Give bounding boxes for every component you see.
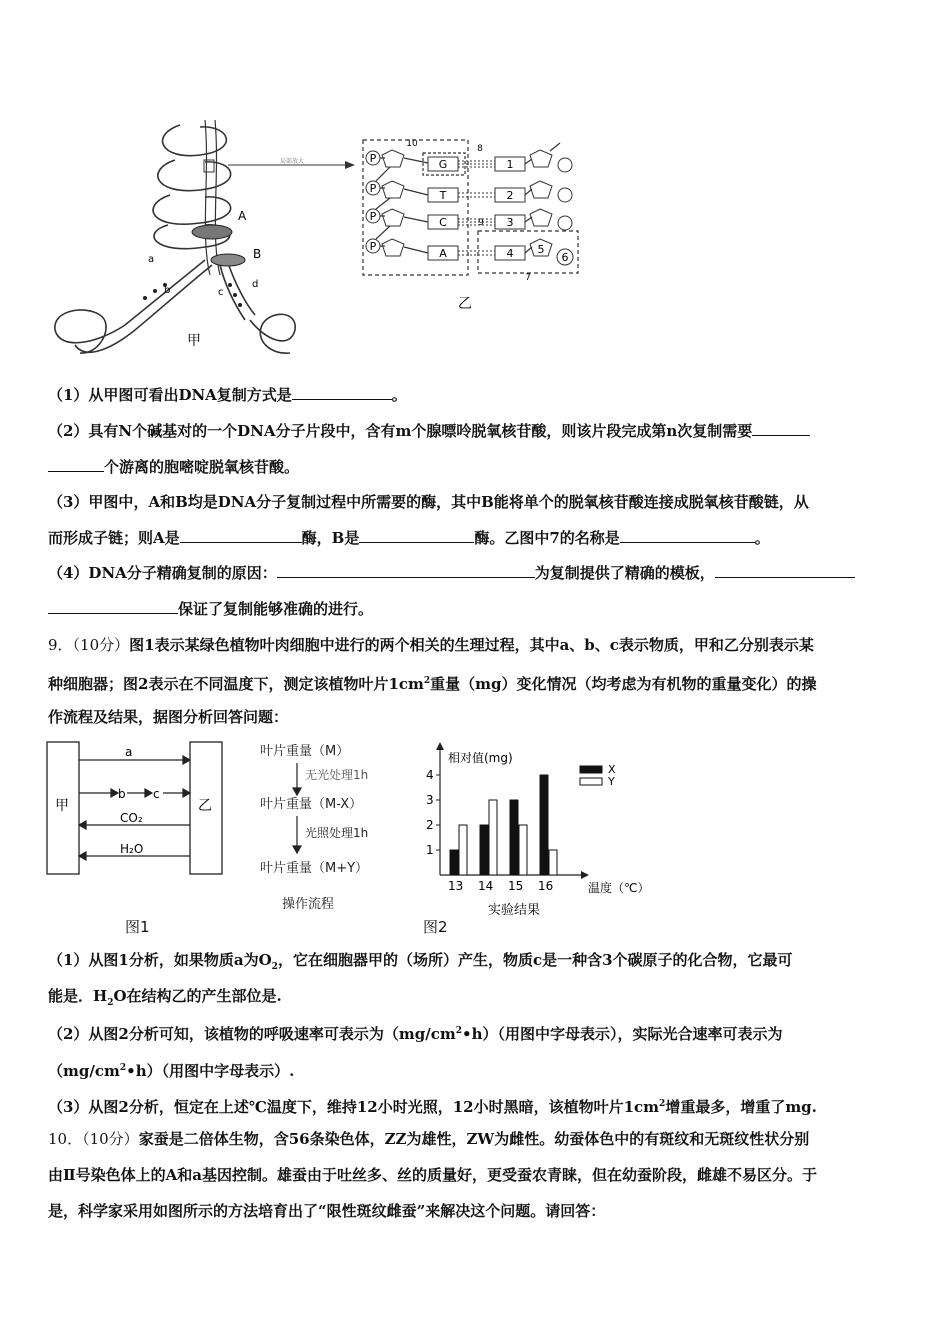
y-tick-label-3: 3 xyxy=(426,793,434,807)
base-t: T xyxy=(439,189,447,202)
q9-stem-line2: 种细胞器；图2表示在不同温度下，测定该植物叶片$1cm^2$重量（mg）变化情况（均考虑为有机物的重量变化）的操 xyxy=(48,675,817,693)
phosphate-1: P xyxy=(369,152,377,165)
base-num-4: 4 xyxy=(506,247,514,260)
flow-treat-2: 光照处理1h xyxy=(305,826,369,840)
base-c: C xyxy=(439,216,447,229)
q8-blank-3c[interactable] xyxy=(620,528,755,543)
q9-stem-line3: 作流程及结果，据图分析回答问题： xyxy=(48,708,289,726)
base-g: G xyxy=(438,158,448,171)
substance-co2: CO₂ xyxy=(120,811,143,825)
organelle-jia: 甲 xyxy=(55,798,69,814)
strand-a-label: a xyxy=(148,254,155,265)
base-num-8: 8 xyxy=(477,144,483,154)
q8-blank-3a[interactable] xyxy=(180,528,302,543)
flow-step-2: 叶片重量（M-X） xyxy=(260,797,363,812)
bar-x-16 xyxy=(540,775,548,875)
q9-figure1 xyxy=(45,738,225,878)
x-axis-label: 温度（℃） xyxy=(588,881,650,895)
base-num-6: 6 xyxy=(561,251,569,264)
q8-blank-2a[interactable] xyxy=(752,421,810,436)
magnify-arrow-label: 局部放大 xyxy=(280,158,305,165)
base-num-7: 7 xyxy=(525,273,531,283)
organelle-yi: 乙 xyxy=(198,798,212,814)
q9-part2-line2: $(mg/cm^2•h)$（用图中字母表示）. xyxy=(48,1062,295,1080)
flow-caption: 操作流程 xyxy=(282,897,335,912)
bar-x-14 xyxy=(480,825,488,875)
x-axis-arrow xyxy=(581,871,589,879)
bar-y-13 xyxy=(459,825,467,875)
base-num-3: 3 xyxy=(506,216,514,229)
q8-blank-4b[interactable] xyxy=(715,563,855,578)
chart-title: 相对值(mg) xyxy=(448,751,513,765)
legend-swatch-x xyxy=(580,766,602,773)
substance-c: c xyxy=(153,787,160,801)
base-num-10: 10 xyxy=(406,139,418,149)
strand-d-label: d xyxy=(252,279,259,290)
y-tick-label-1: 1 xyxy=(426,843,434,857)
y-tick-label-4: 4 xyxy=(426,768,434,782)
q9-bar-chart xyxy=(410,738,660,918)
x-tick-label-13: 13 xyxy=(448,879,464,893)
q8-part3-line2: 而形成子链；则A是 酶，B是 酶。乙图中7的名称是 。 xyxy=(48,529,770,547)
q8-part4-line2: 保证了复制能够准确的进行。 xyxy=(48,599,373,619)
enzyme-a-label: A xyxy=(238,209,247,223)
phosphate-2: P xyxy=(369,182,377,195)
x-tick-label-15: 15 xyxy=(508,879,524,893)
q10-stem-line2: 由Ⅱ号染色体上的A和a基因控制。雄蚕由于吐丝多、丝的质量好，更受蚕农青睐，但在幼蚕阶段，雌雄不易区分。于 xyxy=(48,1166,818,1184)
q9-flow-chart xyxy=(255,738,415,918)
flow-step-1: 叶片重量（M） xyxy=(260,744,350,759)
x-tick-label-14: 14 xyxy=(478,879,494,893)
phosphate-3: P xyxy=(369,210,377,223)
legend-label-y: Y xyxy=(608,775,615,788)
q8-part1: （1）从甲图可看出DNA复制方式是 。 xyxy=(48,386,407,404)
q10-stem-line3: 是，科学家采用如图所示的方法培育出了“限性斑纹雌蚕”来解决这个问题。请回答： xyxy=(48,1202,606,1220)
q9-figure2-caption: 图2 xyxy=(423,918,448,936)
strand-b-label: b xyxy=(164,285,171,296)
q8-part2-line1: （2）具有N个碱基对的一个DNA分子片段中，含有m个腺嘌呤脱氧核苷酸，则该片段完成第n次复制需要 xyxy=(48,421,810,441)
legend-label-x: X xyxy=(608,763,616,776)
substance-b: b xyxy=(118,787,126,801)
y-tick-label-2: 2 xyxy=(426,818,434,832)
q8-blank-4c[interactable] xyxy=(48,599,178,614)
x-tick-label-16: 16 xyxy=(538,879,554,893)
q9-figure1-caption: 图1 xyxy=(125,918,150,936)
legend-swatch-y xyxy=(580,778,602,785)
q10-stem-line1: 10．（10分）家蚕是二倍体生物，含56条染色体，ZZ为雄性，ZW为雌性。幼蚕体色中的有斑纹和无斑纹性状分别 xyxy=(48,1130,810,1148)
flow-treat-1: 无光处理1h xyxy=(305,768,369,782)
q8-blank-1[interactable] xyxy=(292,385,392,400)
q9-part2-line1: （2）从图2分析可知，该植物的呼吸速率可表示为$(mg/cm^2•h)$（用图中字母表示），实际光合速率可表示为 xyxy=(48,1025,783,1043)
y-axis-arrow xyxy=(436,742,444,750)
base-num-2: 2 xyxy=(506,189,514,202)
flow-step-3: 叶片重量（M+Y） xyxy=(260,861,369,876)
substance-h2o: H₂O xyxy=(120,842,144,856)
base-a: A xyxy=(439,247,447,260)
q9-part1-line1: （1）从图1分析，如果物质a为$O_2$，它在细胞器甲的（场所）产生，物质c是一种含3个碳原子的化合物，它最可 xyxy=(48,951,793,972)
bar-y-16 xyxy=(549,850,557,875)
enzyme-b-label: B xyxy=(253,247,262,261)
figure-jia-label: 甲 xyxy=(187,333,201,349)
strand-c-label: c xyxy=(218,287,224,298)
q8-part4-line1: （4）DNA分子精确复制的原因： 为复制提供了精确的模板， xyxy=(48,563,855,583)
bar-x-15 xyxy=(510,800,518,875)
bar-y-15 xyxy=(519,825,527,875)
base-num-9: 9 xyxy=(478,218,484,228)
q8-part3-line1: （3）甲图中，A和B均是DNA分子复制过程中所需要的酶，其中B能将单个的脱氧核苷酸连接成脱氧核苷酸链，从 xyxy=(48,493,809,511)
bar-x-13 xyxy=(450,850,458,875)
q8-part2-line2: 个游离的胞嘧啶脱氧核苷酸。 xyxy=(48,457,299,477)
substance-a: a xyxy=(125,745,133,759)
q8-blank-4a[interactable] xyxy=(277,563,535,578)
q9-part3: （3）从图2分析，恒定在上述℃温度下，维持12小时光照，12小时黑暗，该植物叶片$1cm^2$增重最多，增重了mg. xyxy=(48,1098,817,1116)
phosphate-4: P xyxy=(369,240,377,253)
dna-figure xyxy=(40,115,600,360)
chart-caption: 实验结果 xyxy=(488,903,541,918)
bar-y-14 xyxy=(489,800,497,875)
q9-stem-line1: 9．（10分）图1表示某绿色植物叶肉细胞中进行的两个相关的生理过程，其中a、b、c表示物质，甲和乙分别表示某 xyxy=(48,636,814,654)
figure-yi-label: 乙 xyxy=(458,296,472,312)
base-num-1: 1 xyxy=(506,158,514,171)
q8-blank-2b[interactable] xyxy=(48,457,104,472)
base-num-5: 5 xyxy=(537,243,545,256)
q8-blank-3b[interactable] xyxy=(359,528,474,543)
q9-part1-line2: 能是．$H_2O$在结构乙的产生部位是. xyxy=(48,987,282,1008)
